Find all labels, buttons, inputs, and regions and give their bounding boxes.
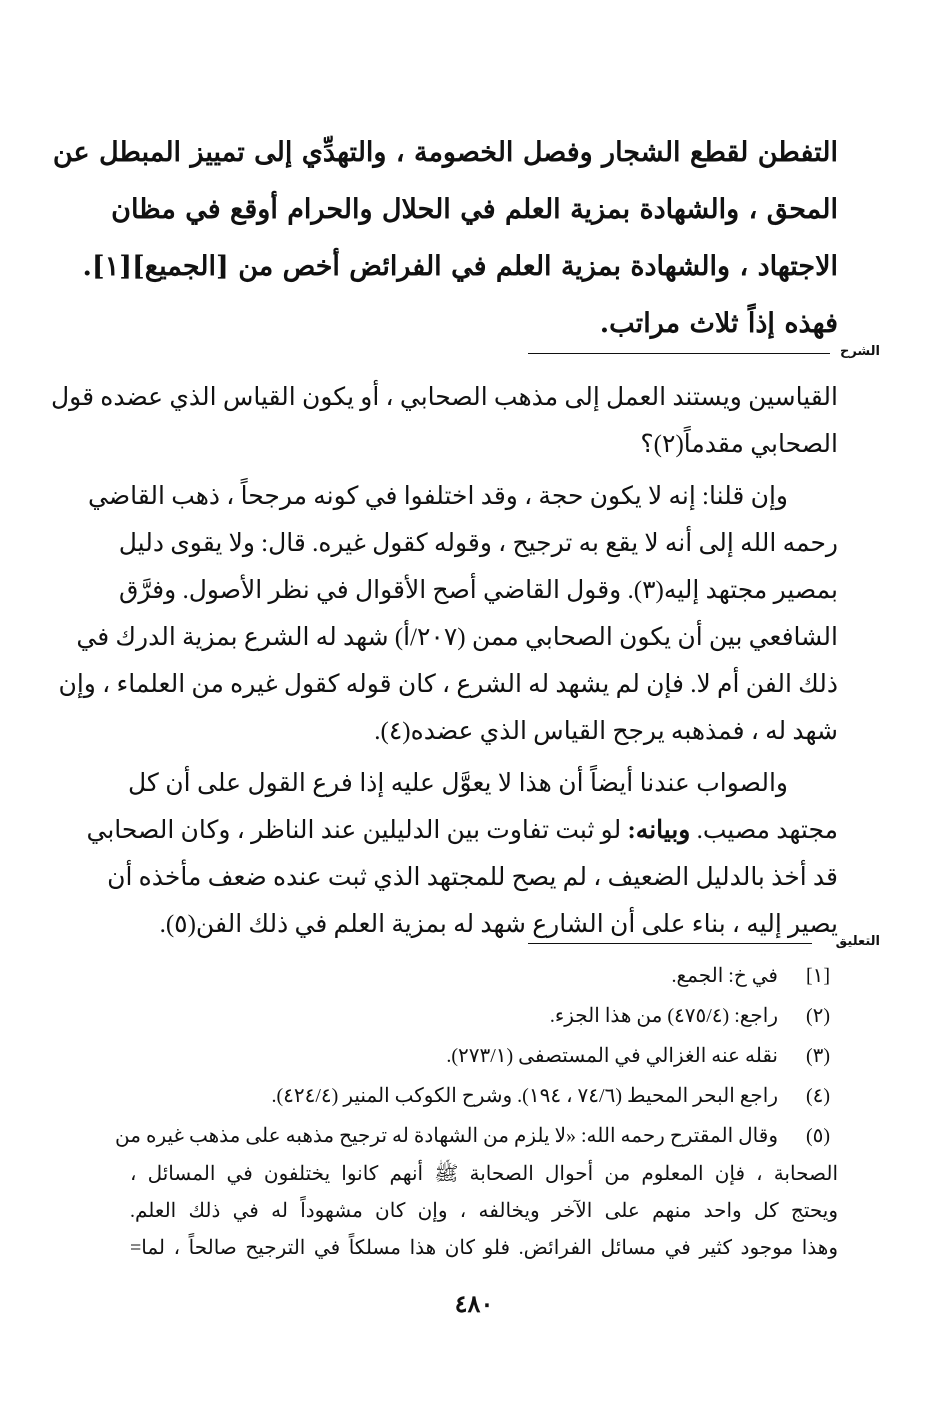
commentary-line: الشافعي بين أن يكون الصحابي ممن (٢٠٧/أ) شهد له الشرع بمزية الدرك في (76, 624, 838, 651)
footnote-text: نقله عنه الغزالي في المستصفى (٢٧٣/١). (446, 1045, 778, 1067)
footnote-line: وهذا موجود كثير في مسائل الفرائض. فلو كان هذا مسلكاً في الترجيح صالحاً ، لما= (130, 1237, 838, 1259)
footnote-text: راجع البحر المحيط (٧٤/٦ ، ١٩٤). وشرح الكوكب المنير (٤٢٤/٤). (271, 1085, 778, 1107)
footnote-number: [١] (805, 965, 831, 987)
main-text-line: فهذه إذاً ثلاث مراتب. (599, 308, 838, 339)
footnote-number: (٣) (805, 1045, 831, 1067)
commentary-line: يصير إليه ، بناء على أن الشارع شهد له بمزية العلم في ذلك الفن(٥). (159, 911, 838, 938)
footnote (130, 996, 838, 1036)
footnote-number: (٢) (805, 1005, 831, 1027)
footnote (130, 956, 838, 996)
main-text-block (52, 124, 838, 352)
commentary-line: وإن قلنا: إنه لا يكون حجة ، وقد اختلفوا في كونه مرجحاً ، ذهب القاضي (88, 483, 788, 510)
commentary-text: لو ثبت تفاوت بين الدليلين عند الناظر ، وكان الصحابي (86, 817, 622, 844)
commentary-text: مجتهد مصيب. (696, 817, 838, 844)
sharh-section-divider (528, 344, 880, 364)
footnote-text: راجع: (٤٧٥/٤) من هذا الجزء. (549, 1005, 778, 1027)
commentary-block (51, 374, 838, 948)
main-text-line: الاجتهاد ، والشهادة بمزية العلم في الفرائض أخص من [الجميع][١]. (82, 251, 838, 282)
commentary-line: رحمه الله إلى أنه لا يقع به ترجيح ، وقوله كقول غيره. قال: ولا يقوى دليل (118, 530, 838, 557)
footnote-number: (٥) (805, 1125, 831, 1147)
bold-term: وبيانه: (627, 817, 691, 844)
footnotes-block (115, 956, 838, 1267)
page-number: ٤٨٠ (454, 1292, 494, 1318)
commentary-line: ذلك الفن أم لا. فإن لم يشهد له الشرع ، كان قوله كقول غيره من العلماء ، وإن (58, 671, 838, 698)
sharh-label: الشرح (839, 344, 880, 359)
commentary-line: شهد له ، فمذهبه يرجح القياس الذي عضده(٤). (374, 718, 838, 745)
commentary-line: الصحابي مقدماً(٢)؟ (640, 431, 838, 458)
commentary-line: القياسين ويستند العمل إلى مذهب الصحابي ، أو يكون القياس الذي عضده قول (51, 384, 838, 411)
taaliq-label: التعليق (835, 934, 880, 949)
footnote-line: وقال المقترح رحمه الله: «لا يلزم من الشهادة له ترجيح مذهبه على مذهب غيره من (115, 1125, 778, 1147)
main-text-line: المحق ، والشهادة بمزية العلم في الحلال والحرام أوقع في مظان (111, 194, 838, 225)
footnote (130, 1036, 838, 1076)
footnote-line: ويحتج كل واحد منهم على الآخر ويخالفه ، وإن كان مشهوداً له في ذلك العلم. (130, 1200, 838, 1222)
commentary-line: قد أخذ بالدليل الضعيف ، لم يصح للمجتهد الذي ثبت عنده ضعف مأخذه أن (107, 864, 838, 891)
footnote (115, 1116, 838, 1267)
taaliq-rule (528, 943, 812, 944)
commentary-line (86, 807, 838, 854)
commentary-line: والصواب عندنا أيضاً أن هذا لا يعوَّل عليه إذا فرع القول على أن كل (128, 770, 788, 797)
footnote-text: في خ: الجمع. (671, 965, 778, 987)
footnote-number: (٤) (805, 1085, 831, 1107)
taaliq-section-divider (528, 934, 880, 954)
footnote-line: الصحابة ، فإن المعلوم من أحوال الصحابة ﷺ أنهم كانوا يختلفون في المسائل ، (130, 1163, 838, 1185)
footnote (130, 1076, 838, 1116)
sharh-rule (528, 353, 830, 354)
commentary-line: بمصير مجتهد إليه(٣). وقول القاضي أصح الأقوال في نظر الأصول. وفرَّق (118, 577, 838, 604)
main-text-line: التفطن لقطع الشجار وفصل الخصومة ، والتهدِّي إلى تمييز المبطل عن (52, 137, 838, 168)
